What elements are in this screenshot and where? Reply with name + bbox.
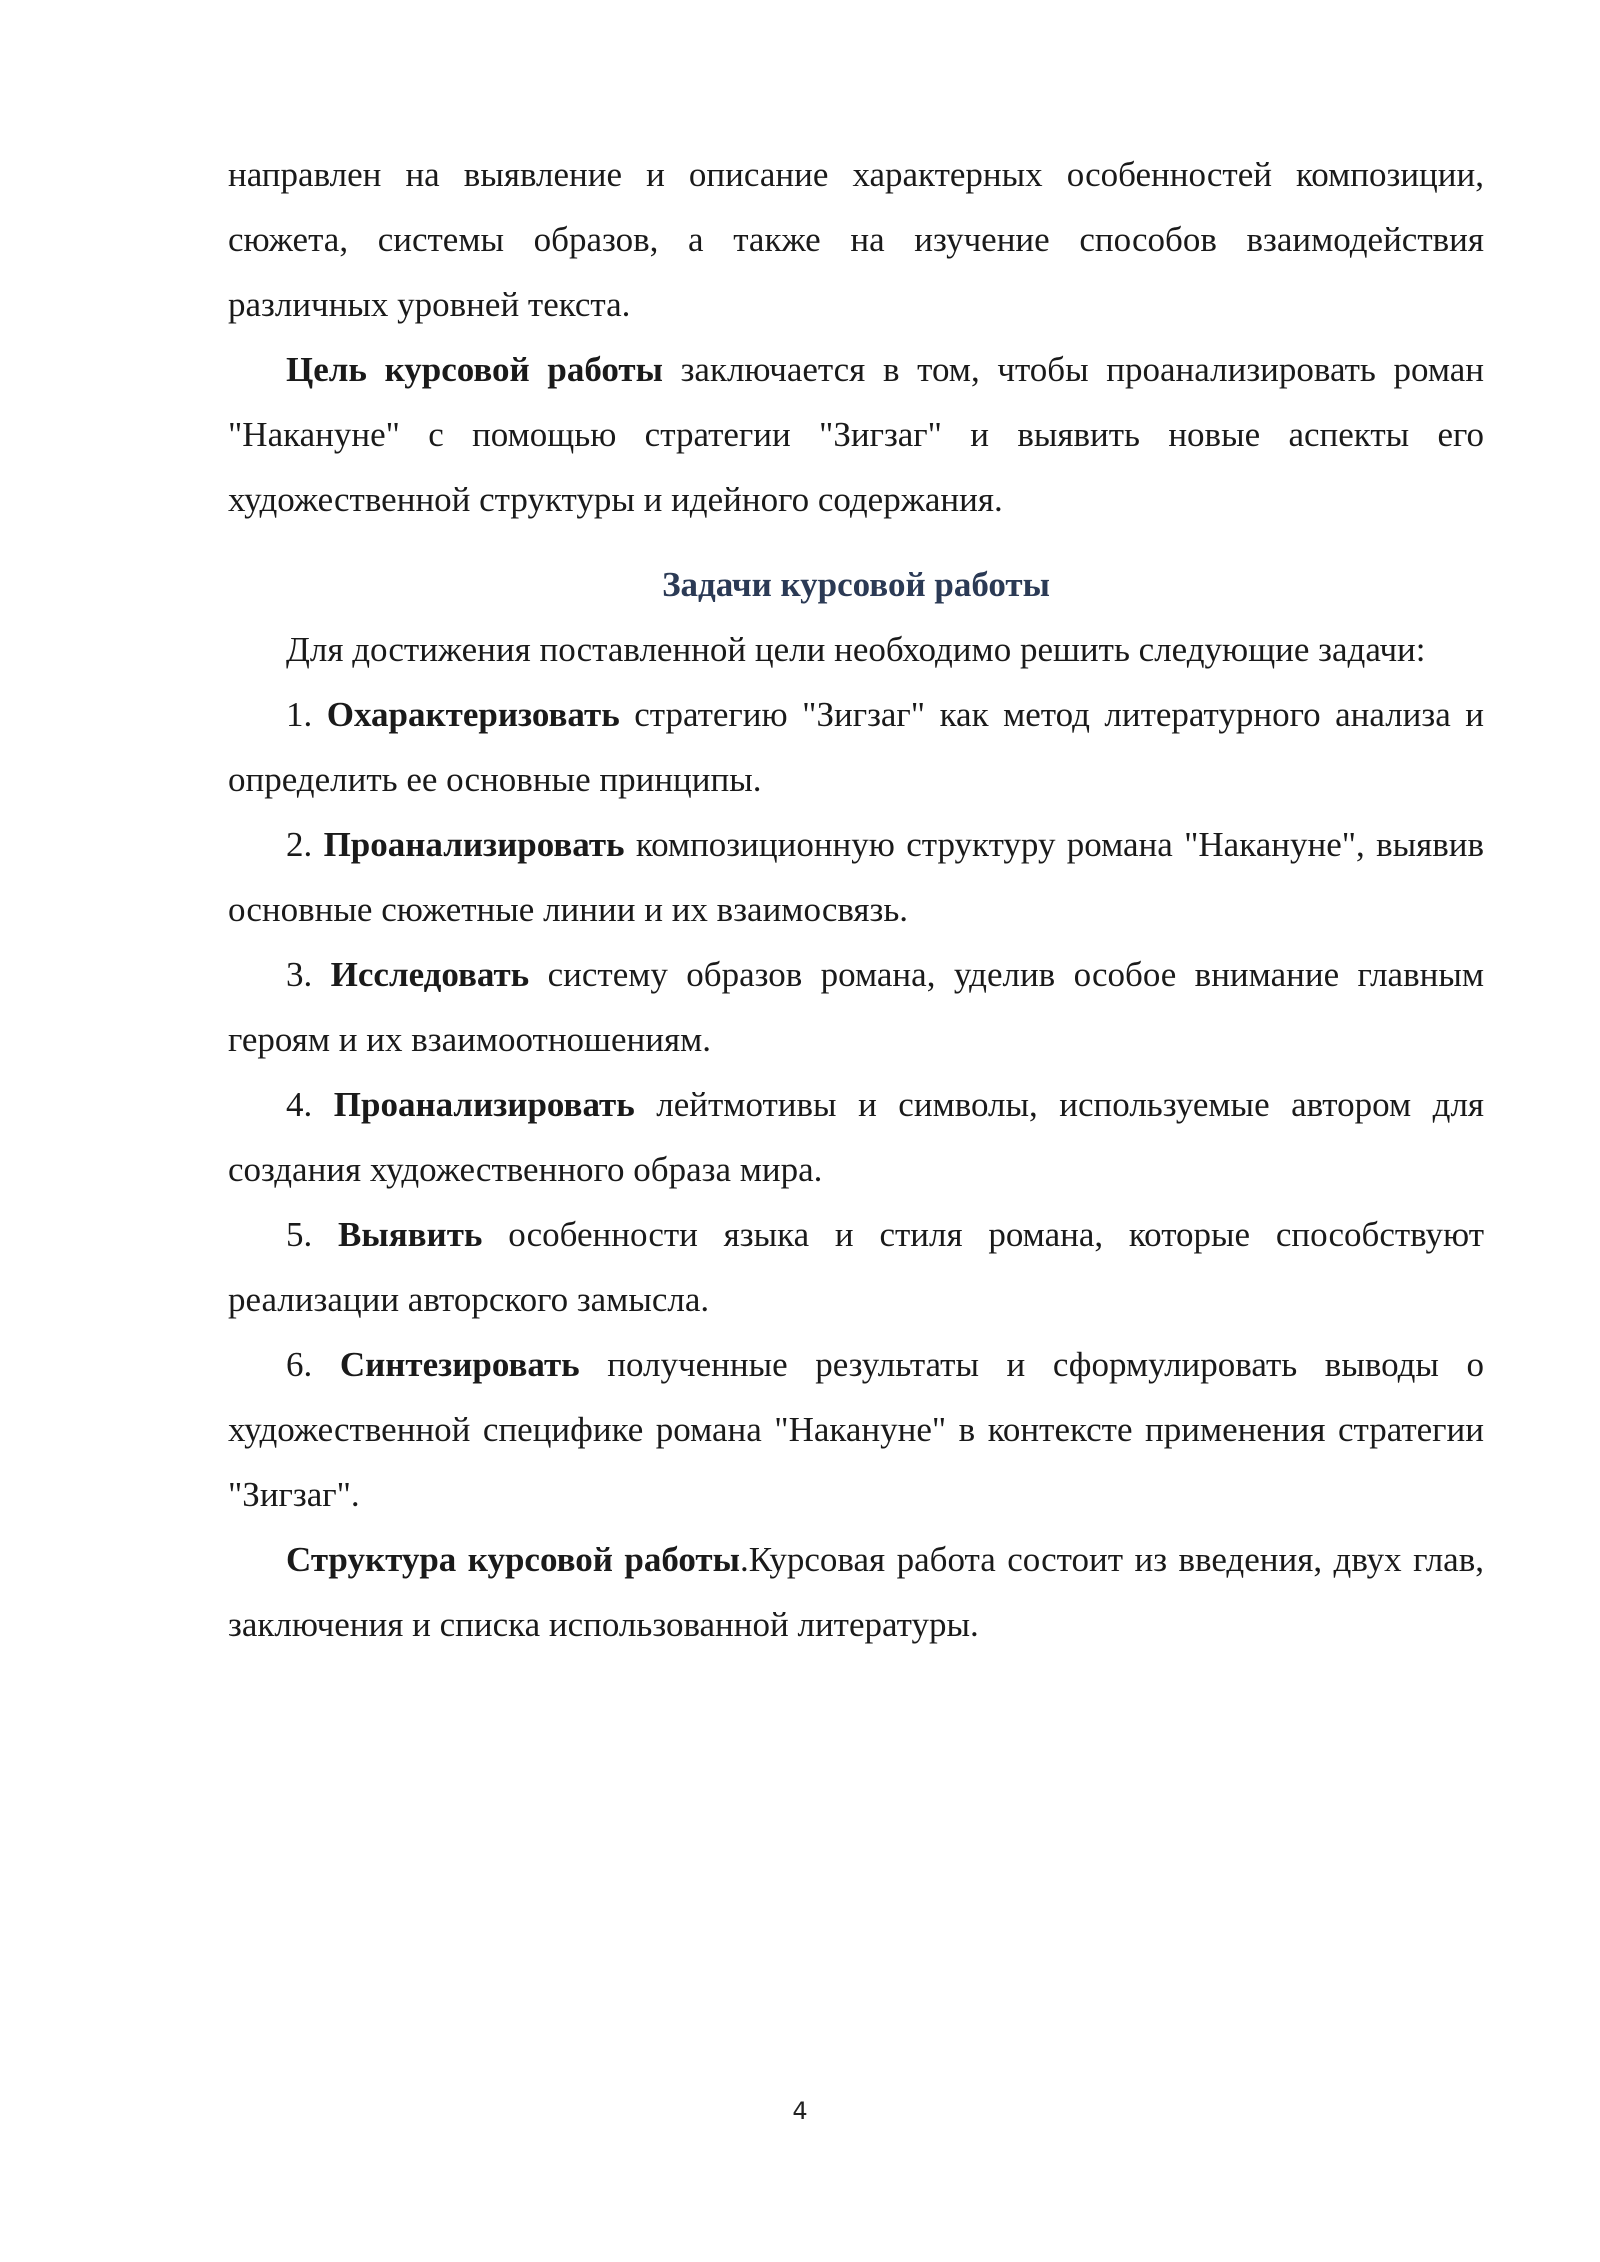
tasks-intro-paragraph: Для достижения поставленной цели необходимо решить следующие задачи: bbox=[286, 630, 1426, 669]
task-text: лейтмотивы и символы, используемые автором для создания художественного образа мира. bbox=[228, 1085, 1485, 1189]
page-number: 4 bbox=[792, 2097, 808, 2125]
structure-label: Структура курсовой работы bbox=[286, 1540, 740, 1579]
task-number: 1. bbox=[286, 695, 327, 734]
task-verb: Выявить bbox=[338, 1215, 483, 1254]
task-verb: Исследовать bbox=[330, 955, 530, 994]
task-text: композиционную структуру романа "Накануне", выявив основные сюжетные линии и их взаимосвязь. bbox=[228, 825, 1484, 929]
page-body bbox=[228, 142, 1484, 1657]
task-item-3 bbox=[228, 942, 1484, 1072]
task-number: 2. bbox=[286, 825, 324, 864]
structure-text: .Курсовая работа состоит из введения, двух глав, заключения и списка использованной литературы. bbox=[228, 1540, 1484, 1644]
task-item-6 bbox=[228, 1332, 1484, 1527]
task-item-1 bbox=[228, 682, 1484, 812]
task-text: систему образов романа, уделив особое внимание главным героям и их взаимоотношениям. bbox=[228, 955, 1484, 1059]
task-text: стратегию "Зигзаг" как метод литературного анализа и определить ее основные принципы. bbox=[228, 695, 1485, 799]
goal-label: Цель курсовой работы bbox=[286, 350, 663, 389]
task-verb: Проанализировать bbox=[333, 1085, 635, 1124]
goal-paragraph bbox=[228, 337, 1484, 532]
task-number: 6. bbox=[286, 1345, 340, 1384]
heading-spacer bbox=[228, 532, 1484, 552]
task-verb: Синтезировать bbox=[339, 1345, 580, 1384]
task-text: полученные результаты и сформулировать выводы о художественной специфике романа "Накануне" в контексте применения стратегии "Зигзаг". bbox=[228, 1345, 1484, 1514]
intro-continuation-paragraph: направлен на выявление и описание характерных особенностей композиции, сюжета, системы образов, а также на изучение способов взаимодействия различных уровней текста. bbox=[228, 155, 1484, 324]
task-number: 5. bbox=[286, 1215, 339, 1254]
structure-paragraph bbox=[228, 1527, 1484, 1657]
goal-text: заключается в том, чтобы проанализировать роман "Накануне" с помощью стратегии "Зигзаг" и выявить новые аспекты его художественной структуры и идейного содержания. bbox=[228, 350, 1485, 519]
task-item-2 bbox=[228, 812, 1484, 942]
tasks-heading: Задачи курсовой работы bbox=[662, 565, 1050, 604]
task-verb: Охарактеризовать bbox=[326, 695, 620, 734]
task-text: особенности языка и стиля романа, которые способствуют реализации авторского замысла. bbox=[228, 1215, 1484, 1319]
task-item-4 bbox=[228, 1072, 1484, 1202]
task-number: 4. bbox=[286, 1085, 334, 1124]
task-verb: Проанализировать bbox=[323, 825, 625, 864]
task-item-5 bbox=[228, 1202, 1484, 1332]
task-number: 3. bbox=[286, 955, 331, 994]
